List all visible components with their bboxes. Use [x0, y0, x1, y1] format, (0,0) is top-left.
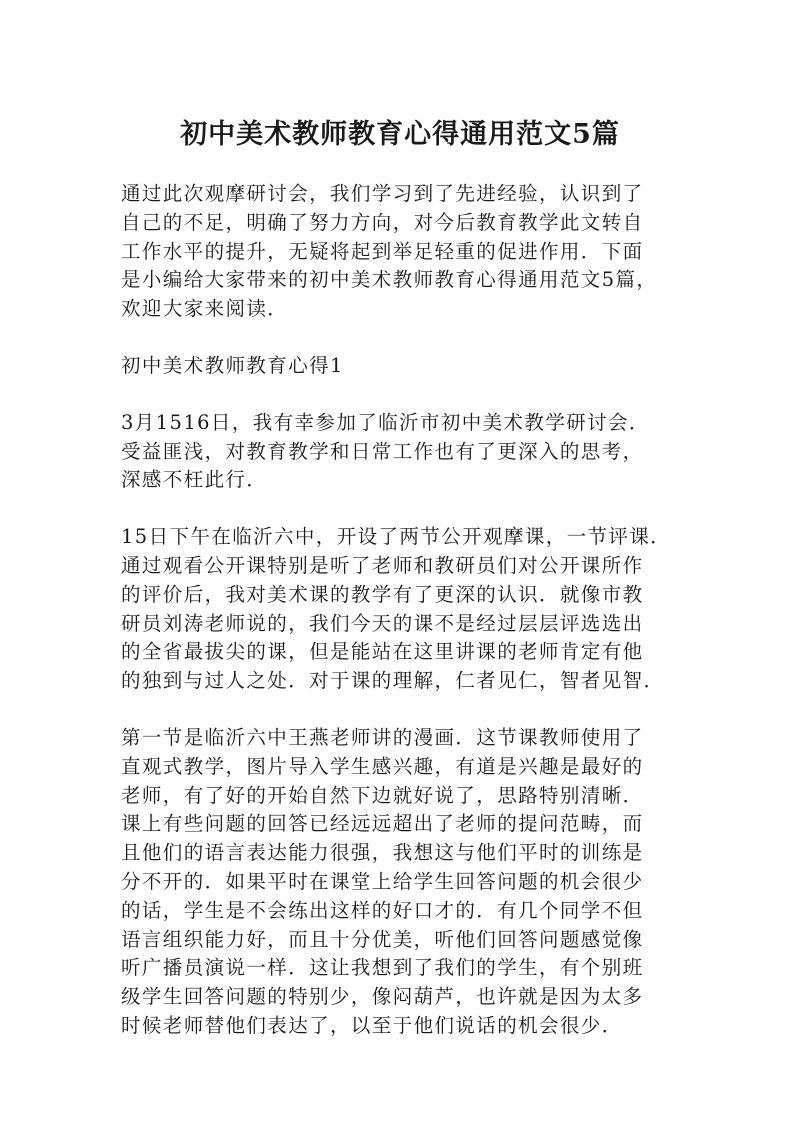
- paragraph-line: 受益匪浅，对教育教学和日常工作也有了更深入的思考，: [121, 439, 644, 463]
- paragraph-line: 是小编给大家带来的初中美术教师教育心得通用范文5篇，: [121, 268, 658, 292]
- intro-paragraph: [121, 180, 681, 324]
- paragraph-line: 研员刘涛老师说的，我们今天的课不是经过层层评选选出: [121, 611, 644, 635]
- paragraph-line: 深感不枉此行．: [121, 468, 268, 492]
- paragraph-line: 第一节是临沂六中王燕老师讲的漫画．这节课教师使用了: [121, 725, 644, 749]
- paragraph-line: 的全省最拔尖的课，但是能站在这里讲课的老师肯定有他: [121, 640, 644, 664]
- body-paragraph: [121, 523, 681, 696]
- paragraph-line: 欢迎大家来阅读．: [121, 297, 289, 321]
- section-heading-text: 初中美术教师教育心得1: [121, 353, 344, 377]
- paragraph-line: 通过观看公开课特别是听了老师和教研员们对公开课所作: [121, 553, 644, 577]
- paragraph-line: 时候老师替他们表达了，以至于他们说话的机会很少．: [121, 1013, 623, 1037]
- paragraph-line: 工作水平的提升，无疑将起到举足轻重的促进作用．下面: [121, 239, 644, 263]
- paragraph-line: 的独到与过人之处．对于课的理解，仁者见仁，智者见智．: [121, 669, 665, 693]
- paragraph-line: 分不开的．如果平时在课堂上给学生回答问题的机会很少: [121, 869, 644, 893]
- paragraph-line: 自己的不足，明确了努力方向，对今后教育教学此文转自: [121, 210, 644, 234]
- paragraph-line: 直观式教学，图片导入学生感兴趣，有道是兴趣是最好的: [121, 754, 644, 778]
- paragraph-line: 通过此次观摩研讨会，我们学习到了先进经验，认识到了: [121, 182, 644, 205]
- document-body: [121, 180, 681, 1069]
- document-title: 初中美术教师教育心得通用范文5篇: [180, 119, 620, 150]
- paragraph-line: 语言组织能力好，而且十分优美，听他们回答问题感觉像: [121, 927, 644, 951]
- paragraph-line: 级学生回答问题的特别少，像闷葫芦，也许就是因为太多: [121, 985, 644, 1009]
- body-paragraph: [121, 724, 681, 1041]
- paragraph-line: 老师，有了好的开始自然下边就好说了，思路特别清晰．: [121, 783, 644, 807]
- paragraph-line: 课上有些问题的回答已经远远超出了老师的提问范畴，而: [121, 812, 644, 836]
- section-heading: [121, 352, 681, 381]
- paragraph-line: 的评价后，我对美术课的教学有了更深的认识．就像市教: [121, 582, 644, 606]
- paragraph-line: 听广播员演说一样．这让我想到了我们的学生，有个别班: [121, 956, 644, 980]
- paragraph-line: 15日下午在临沂六中，开设了两节公开观摩课，一节评课．: [121, 525, 672, 549]
- paragraph-line: 且他们的语言表达能力很强，我想这与他们平时的训练是: [121, 841, 644, 865]
- paragraph-line: 的话，学生是不会练出这样的好口才的．有几个同学不但: [121, 898, 644, 922]
- body-paragraph: [121, 409, 681, 495]
- paragraph-line: 3月1516日，我有幸参加了临沂市初中美术教学研讨会．: [121, 410, 650, 434]
